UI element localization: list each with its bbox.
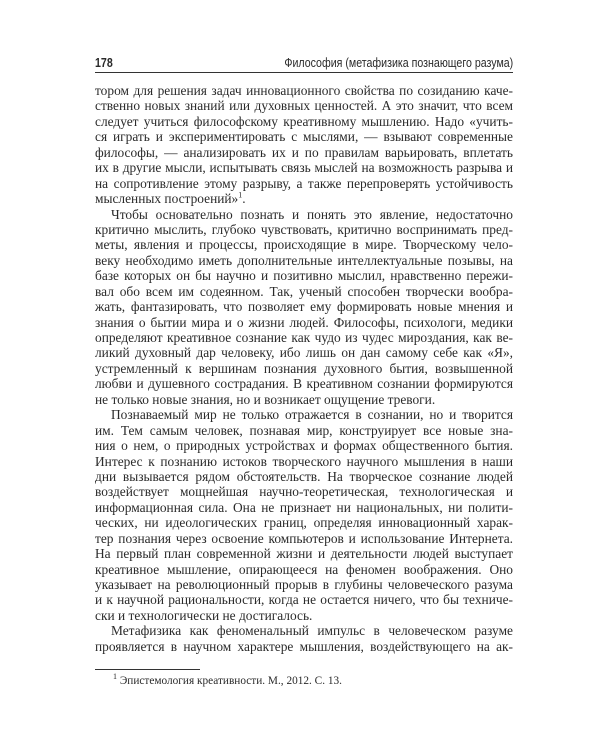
body-text <box>95 83 513 654</box>
text-line: любви и душевного сострадания. В креативном сознании формируются <box>95 376 513 392</box>
text-line: следует учиться философскому креативному мышлению. Надо «учить- <box>95 113 513 129</box>
text-line: определяют креативное сознание как чудо из чудес мироздания, как ве- <box>95 330 513 345</box>
text-line: ликий духовный дар человеку, ибо лишь он дан самому себе как «Я», <box>95 345 513 361</box>
running-header <box>95 52 513 73</box>
text-line: вал обо всем им содеянном. Так, ученый способен творчески вообра- <box>95 283 513 299</box>
text-line: знания о бытии мира и о жизни людей. Философы, психологи, медики <box>95 314 513 330</box>
text-line: проявляется в научном характере мышления, воздействующего на ак- <box>95 638 513 654</box>
text-line: ски и технологически не достигалось. <box>95 607 313 623</box>
paragraph <box>95 623 513 654</box>
text-line: тором для решения задач инновационного свойства по созиданию каче- <box>95 83 513 98</box>
text-line: Метафизика как феноменальный импульс в человеческом разуме <box>111 623 513 639</box>
text-line: критично мыслить, глубоко чувствовать, критично воспринимать пред- <box>95 221 513 237</box>
page-number: 178 <box>95 56 113 70</box>
text-line: воздействует мощнейшая научно-теоретическая, технологическая и <box>95 484 513 500</box>
text-line: устремленный к вершинам познания духовного бытия, возвышенной <box>95 360 513 376</box>
text-line: веку необходимо иметь дополнительные интеллектуальные позывы, на <box>95 252 513 268</box>
text-line: на сопротивление этому разрыву, а также перепроверять устойчивость <box>95 175 513 191</box>
text-line: ся играть и экспериментировать с мыслями, — взывают современные <box>95 129 513 145</box>
text-line: их в другие мысли, испытывать связь мыслей на возможность разрыва и <box>95 160 513 176</box>
text-line: ческих, ни идеологических границ, определяя инновационный харак- <box>95 515 513 531</box>
footnote-reference: 1 <box>238 190 243 200</box>
text-line: и к научной рациональности, когда не остается ничего, что бы техниче- <box>95 592 513 608</box>
text-line: не только новые знания, но и возникает ощущение тревоги. <box>95 391 436 407</box>
text-line: философы, — анализировать их и по правилам варьировать, вплетать <box>95 144 513 160</box>
text-line: им. Тем самым человек, познавая мир, конструирует все новые зна- <box>95 422 513 438</box>
text-line: дни вызывается рядом обстоятельств. На творческое сознание людей <box>95 468 513 484</box>
text-line: базе которых он бы научно и позитивно мыслил, нравственно пережи- <box>95 268 513 284</box>
paragraph <box>95 207 513 408</box>
footnote-divider <box>95 669 200 670</box>
text-line: Чтобы основательно познать и понять это явление, недостаточно <box>111 206 513 222</box>
text-line: информационная сила. Она не признает ни национальных, ни полити- <box>95 499 513 515</box>
text-line: жать, фантазировать, что позволяет ему формировать новые мнения и <box>95 299 513 315</box>
text-line: ственно новых знаний или духовных ценностей. А это значит, что всем <box>95 98 513 114</box>
text-line: На первый план современной жизни и деятельности людей выступает <box>95 546 513 562</box>
text-line: Интерес к познанию истоков творческого научного мышления в наши <box>95 453 513 469</box>
footnote-text: Эпистемология креативности. М., 2012. С. 13. <box>119 675 342 687</box>
text-line: мысленных построений»$^1$. <box>95 190 246 207</box>
paragraph <box>95 83 513 207</box>
text-line: меты, явления и процессы, происходящие в мире. Творческому чело- <box>95 237 513 253</box>
footnote <box>113 672 342 687</box>
text-line: указывает на революционный прорыв в глубины человеческого разума <box>95 577 513 592</box>
text-line: Познаваемый мир не только отражается в сознании, но и творится <box>111 407 513 423</box>
text-line: тер познания через освоение компьютеров и использование Интернета. <box>95 530 513 546</box>
running-title: Философия (метафизика познающего разума) <box>284 56 513 70</box>
footnote-number: 1 <box>113 672 117 682</box>
text-line: ния о нем, о природных устройствах и формах общественного бытия. <box>95 438 513 454</box>
paragraph <box>95 407 513 623</box>
text-line: креативное мышление, опирающееся на феномен воображения. Оно <box>95 561 513 577</box>
